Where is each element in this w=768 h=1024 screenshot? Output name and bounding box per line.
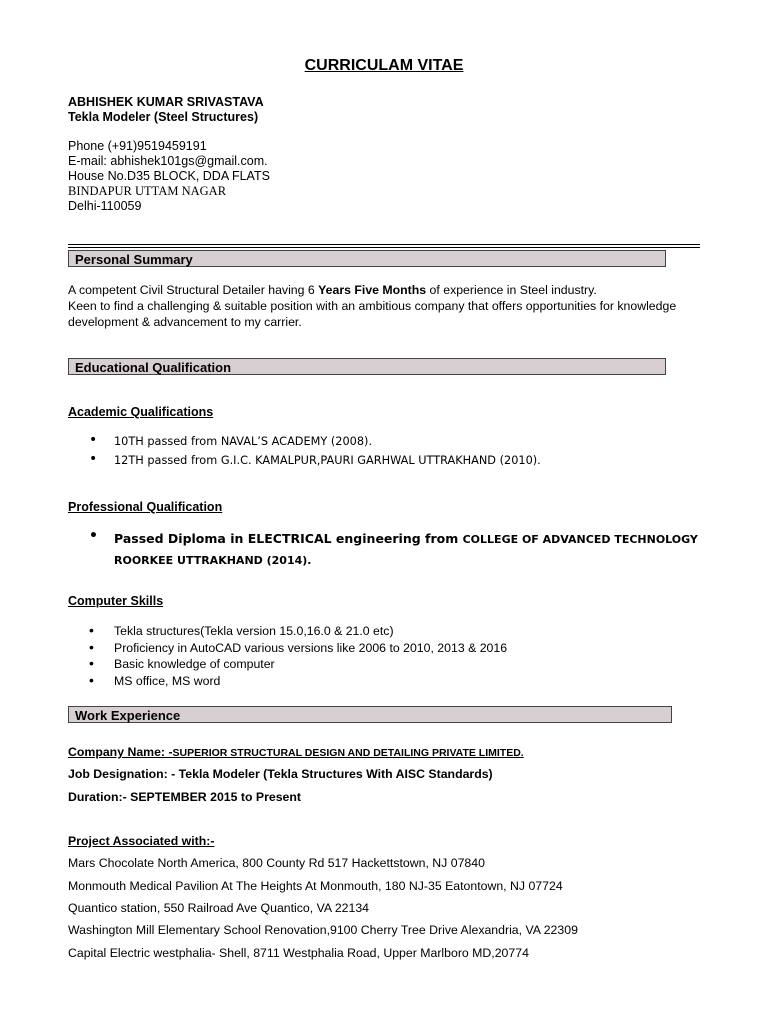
company-name: SUPERIOR STRUCTURAL DESIGN AND DETAILING PRIVATE LIMITED. <box>172 747 524 759</box>
academic-list <box>68 432 708 470</box>
project-item: Capital Electric westphalia- Shell, 8711 Westphalia Road, Upper Marlboro MD,20774 <box>68 946 529 960</box>
section-header-personal-summary: Personal Summary <box>68 250 666 267</box>
phone-text: Phone (+91)9519459191 <box>68 139 207 153</box>
academic-heading: Academic Qualifications <box>68 405 214 419</box>
job-designation: Job Designation: - Tekla Modeler (Tekla Structures With AISC Standards) <box>68 767 493 781</box>
list-item: • Proficiency in AutoCAD various versions like 2006 to 2010, 2013 & 2016 <box>68 640 708 657</box>
list-item: • Tekla structures(Tekla version 15.0,16.0 & 21.0 etc) <box>68 623 708 640</box>
document-title: CURRICULAM VITAE <box>304 57 464 74</box>
summary-text: A competent Civil Structural Detailer having 6 <box>68 283 319 297</box>
list-item: • 12TH passed from G.I.C. KAMALPUR,PAURI GARHWAL UTTRAKHAND (2010). <box>68 451 708 470</box>
summary-emphasis: Years Five Months <box>318 283 427 297</box>
list-item: • MS office, MS word <box>68 673 708 690</box>
summary-line-2: Keen to find a challenging & suitable position with an ambitious company that offers opportunities for knowledge development & advancement to my carrier. <box>68 299 677 329</box>
candidate-role: Tekla Modeler (Steel Structures) <box>68 110 259 124</box>
list-item: • Basic knowledge of computer <box>68 656 708 673</box>
candidate-name: ABHISHEK KUMAR SRIVASTAVA <box>68 95 264 109</box>
divider-line <box>68 244 700 245</box>
computer-skills-list <box>68 623 708 689</box>
projects-heading: Project Associated with:- <box>68 834 215 848</box>
professional-heading: Professional Qualification <box>68 500 223 514</box>
company-line <box>68 745 524 759</box>
section-header-work-experience: Work Experience <box>68 706 672 723</box>
address-line-1: House No.D35 BLOCK, DDA FLATS <box>68 169 270 183</box>
email-text: E-mail: abhishek101gs@gmail.com. <box>68 154 268 168</box>
summary-line-1 <box>68 282 708 298</box>
address-line-2: BINDAPUR UTTAM NAGAR <box>68 184 227 198</box>
summary-text: of experience in Steel industry. <box>426 283 597 297</box>
professional-text: Passed Diploma in ELECTRICAL engineering from <box>114 531 463 546</box>
address-line-3: Delhi-110059 <box>68 199 142 213</box>
computer-skills-heading: Computer Skills <box>68 594 164 608</box>
project-item: Quantico station, 550 Railroad Ave Quantico, VA 22134 <box>68 901 370 915</box>
project-item: Washington Mill Elementary School Renovation,9100 Cherry Tree Drive Alexandria, VA 22309 <box>68 923 578 937</box>
divider-line <box>68 247 700 248</box>
list-item: • 10TH passed from NAVAL’S ACADEMY (2008). <box>68 432 708 451</box>
section-header-education: Educational Qualification <box>68 358 666 375</box>
project-item: Mars Chocolate North America, 800 County Rd 517 Hackettstown, NJ 07840 <box>68 856 485 870</box>
professional-institution: COLLEGE OF ADVANCED TECHNOLOGY ROORKEE UTTRAKHAND (2014). <box>114 533 698 567</box>
project-item: Monmouth Medical Pavilion At The Heights At Monmouth, 180 NJ-35 Eatontown, NJ 07724 <box>68 879 563 893</box>
professional-list <box>68 528 702 570</box>
job-duration: Duration:- SEPTEMBER 2015 to Present <box>68 790 302 804</box>
company-label: Company Name: - <box>68 745 173 759</box>
list-item <box>68 528 702 570</box>
summary-paragraph <box>68 282 708 330</box>
